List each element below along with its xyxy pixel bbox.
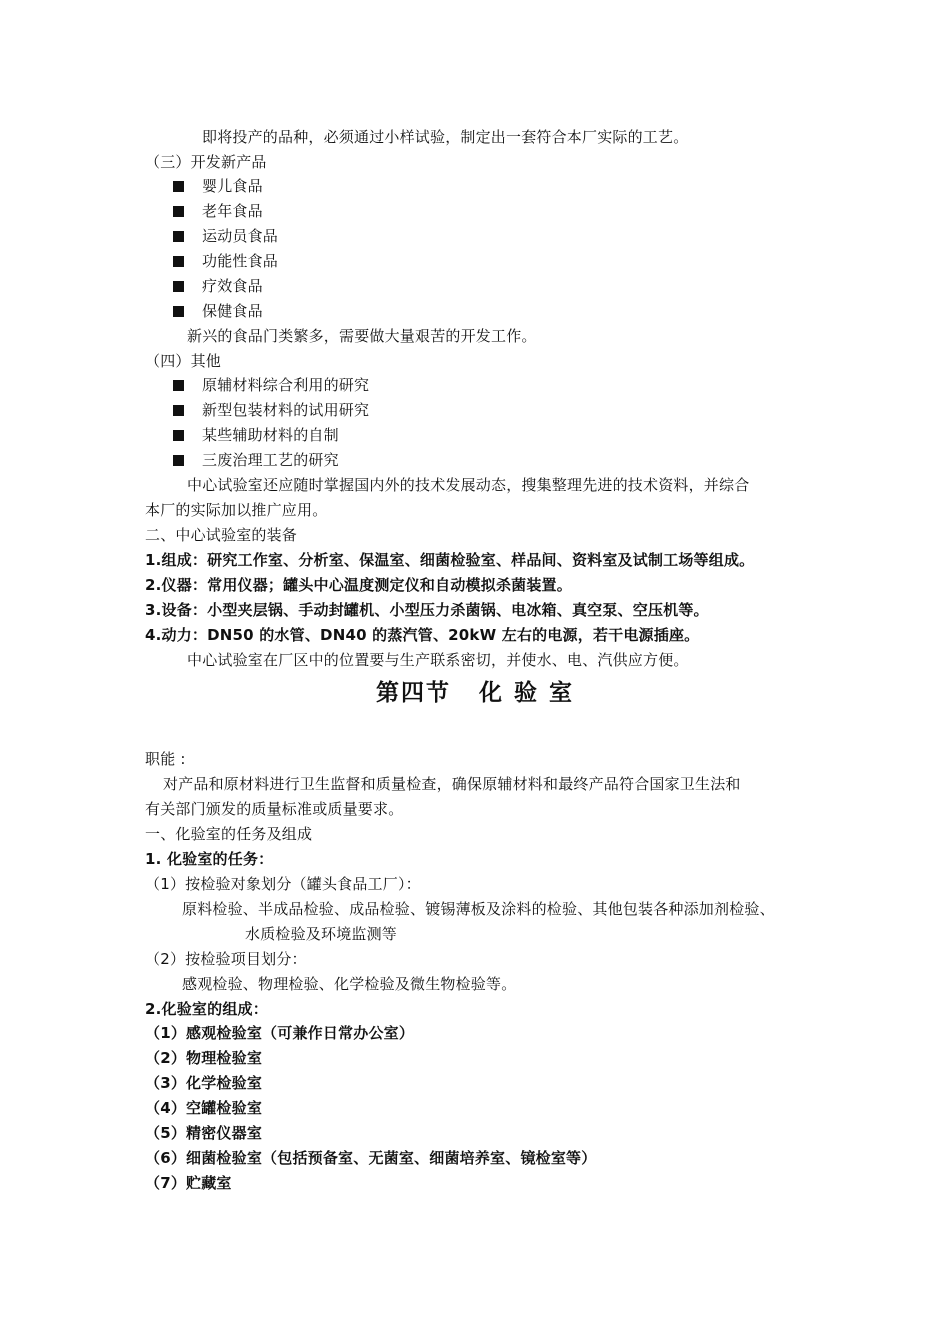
list-item: 老年食品 bbox=[202, 202, 263, 220]
subheading-new-products: （三）开发新产品 bbox=[145, 153, 267, 171]
paragraph-line: 水质检验及环境监测等 bbox=[245, 925, 398, 943]
list-item: （4）空罐检验室 bbox=[145, 1099, 263, 1117]
list-item: （7）贮藏室 bbox=[145, 1174, 232, 1192]
bullet-square-icon bbox=[173, 455, 184, 466]
bullet-square-icon bbox=[173, 380, 184, 391]
list-item: 保健食品 bbox=[202, 302, 263, 320]
list-item: 运动员食品 bbox=[202, 227, 279, 245]
list-item: 功能性食品 bbox=[202, 252, 279, 270]
subheading-composition: 2.化验室的组成： bbox=[145, 1000, 268, 1018]
list-item: （5）精密仪器室 bbox=[145, 1124, 263, 1142]
bullet-square-icon bbox=[173, 405, 184, 416]
list-item: （3）化学检验室 bbox=[145, 1074, 263, 1092]
equipment-item: 1.组成：研究工作室、分析室、保温室、细菌检验室、样品间、资料室及试制工场等组成。 bbox=[145, 551, 755, 569]
list-item: （6）细菌检验室（包括预备室、无菌室、细菌培养室、镜检室等） bbox=[145, 1149, 597, 1167]
paragraph-line: 有关部门颁发的质量标准或质量要求。 bbox=[145, 800, 404, 818]
paragraph-line: 中心试验室还应随时掌握国内外的技术发展动态，搜集整理先进的技术资料，并综合 bbox=[187, 476, 750, 494]
paragraph-line: 即将投产的品种，必须通过小样试验，制定出一套符合本厂实际的工艺。 bbox=[202, 128, 689, 146]
bullet-square-icon bbox=[173, 181, 184, 192]
section-heading-lab-tasks: 一、化验室的任务及组成 bbox=[145, 825, 313, 843]
subheading-tasks: 1. 化验室的任务： bbox=[145, 850, 274, 868]
equipment-item: 4.动力：DN50 的水管、DN40 的蒸汽管、20kW 左右的电源，若干电源插座。 bbox=[145, 626, 700, 644]
list-item: 三废治理工艺的研究 bbox=[202, 451, 339, 469]
section-title bbox=[0, 674, 950, 707]
paragraph-line: 对产品和原材料进行卫生监督和质量检查，确保原辅材料和最终产品符合国家卫生法和 bbox=[163, 775, 741, 793]
paragraph-line: 原料检验、半成品检验、成品检验、镀锡薄板及涂料的检验、其他包装各种添加剂检验、 bbox=[182, 900, 775, 918]
list-item: （2）按检验项目划分： bbox=[145, 950, 307, 968]
bullet-square-icon bbox=[173, 206, 184, 217]
paragraph-line: 本厂的实际加以推广应用。 bbox=[145, 501, 328, 519]
section-number: 第四节 bbox=[375, 680, 451, 706]
section-heading-equipment: 二、中心试验室的装备 bbox=[145, 526, 298, 544]
paragraph-line: 感观检验、物理检验、化学检验及微生物检验等。 bbox=[182, 975, 517, 993]
function-label: 职能 : bbox=[145, 750, 186, 768]
section-name: 化 验 室 bbox=[478, 680, 574, 706]
list-item: （1）按检验对象划分（罐头食品工厂）： bbox=[145, 875, 421, 893]
bullet-square-icon bbox=[173, 256, 184, 267]
list-item: 疗效食品 bbox=[202, 277, 263, 295]
list-item: 原辅材料综合利用的研究 bbox=[202, 376, 370, 394]
bullet-square-icon bbox=[173, 281, 184, 292]
list-item: （2）物理检验室 bbox=[145, 1049, 263, 1067]
list-item: 新型包装材料的试用研究 bbox=[202, 401, 370, 419]
list-item: 婴儿食品 bbox=[202, 177, 263, 195]
equipment-item: 2.仪器：常用仪器；罐头中心温度测定仪和自动模拟杀菌装置。 bbox=[145, 576, 572, 594]
bullet-square-icon bbox=[173, 231, 184, 242]
bullet-square-icon bbox=[173, 306, 184, 317]
subheading-others: （四）其他 bbox=[145, 352, 222, 370]
bullet-square-icon bbox=[173, 430, 184, 441]
list-item: （1）感观检验室（可兼作日常办公室） bbox=[145, 1024, 415, 1042]
paragraph-line: 新兴的食品门类繁多，需要做大量艰苦的开发工作。 bbox=[187, 327, 537, 345]
paragraph-line: 中心试验室在厂区中的位置要与生产联系密切，并使水、电、汽供应方便。 bbox=[187, 651, 689, 669]
list-item: 某些辅助材料的自制 bbox=[202, 426, 339, 444]
equipment-item: 3.设备：小型夹层锅、手动封罐机、小型压力杀菌锅、电冰箱、真空泵、空压机等。 bbox=[145, 601, 709, 619]
